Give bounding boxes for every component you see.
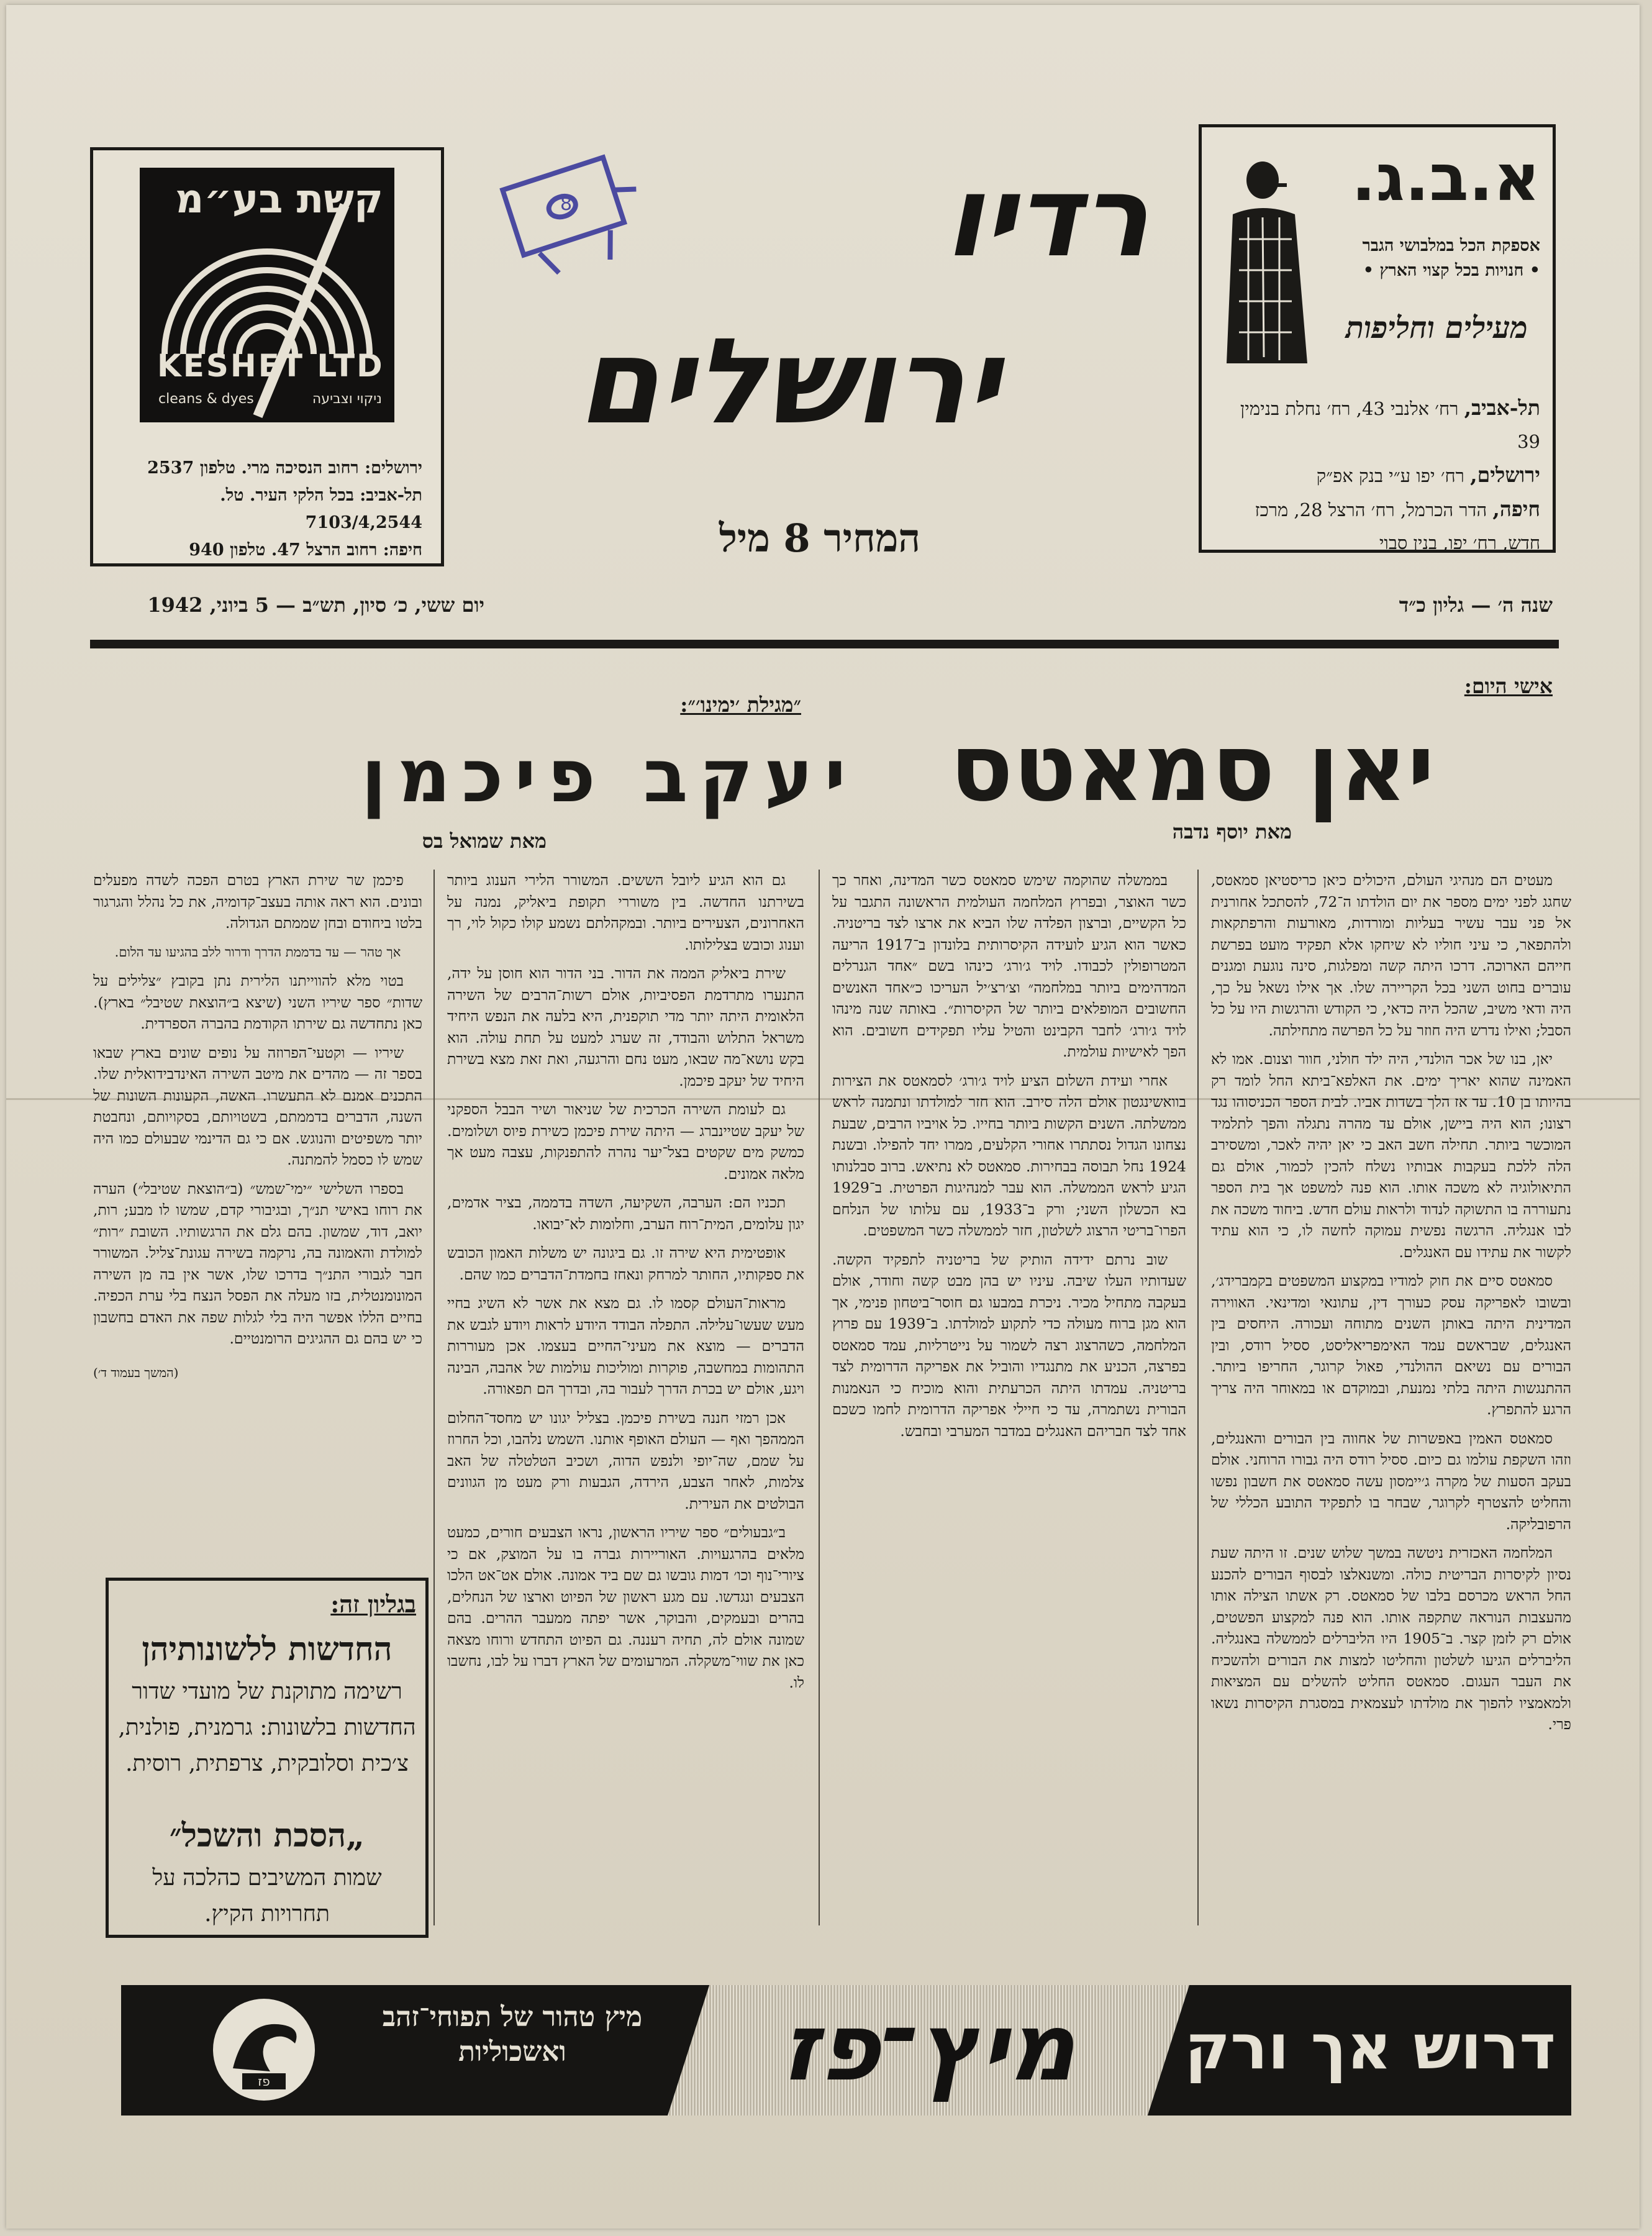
article1-byline: מאת יוסף נדבה (1172, 820, 1292, 843)
man-in-coat-illustration (1214, 158, 1320, 382)
article1-paragraph: המלחמה האכזרית ניטשה במשך שלוש שנים. זו היתה שעת נסיון לקיסרות הבריטית כולה. ומשנאלצו לבסוף הבורים להכנע החל הראש מכרסם בלבו של סמאטס. רק אשתו הצילה אותו מהעצבות הנוראה שתקפה אותו. הוא פנה למקצוע הפשטים, אולם רק לזמן קצר. ב־1905 היו הליברלים לממשלה באנגליה. הליברלים הגיעו לשלטון והחליטו למצות את הבורים ולהשכיח את העבר העגום. סמאטס החליט להשלים עם המציאות ולמאמציו להפוך את מולדתו לעצמאית במסגרת הקיסרות נשאו פרי. (1211, 1544, 1571, 1733)
article1-paragraph: אחרי ועידת השלום הציע לויד ג׳ורג׳ לסמאטס את הצירות בוואשינגטון אולם הלה סירב. הוא חזר למולדתו ונתמנה לראש ממשלתה. השנים הקשות ביותר בחייו. כל אויביו הרבים, שבעת נצחונו הגדול נסתתרו אחורי הקלעים, ממרו יחד להפילו. ובשנת 1924 נחל תבוסה בבחירות. סמאטס לא נתיאש. ברוב סבלנותו הגיע לראש הממשלה. הוא עבר למנהיגות הפרטית. ב־1929 בא הכשלון השני; ורק ב־1933, עם עלותו של הנלחם הפרו־בריטי הרצוג לשלטון, חזר לממשלה כשר המשפטים. (832, 1071, 1186, 1239)
abg-line1: אספקת הכל במלבושי הגבר (1362, 236, 1540, 255)
svg-text:פז: פז (258, 2074, 270, 2089)
keshet-tagline-he: ניקוי וצביעה (312, 391, 382, 407)
article1-paragraph: יאן, בנו של אכר הולנדי, היה ילד חולני, חוור וצנום. אמו לא האמינה שהוא יאריך ימים. את האלפא־ביתא החל לומד רק בהיותו בן 10. עד אז הלך בשדות אביו. לבית הספר הכניסוהו נגד רצונו; הוא היה ביישן, אולם עד מהרה נתגלה והפך לתלמיד המוכשר ביותר. תחילה חשב האב כי יאן יהיה לאכר, ומשסירב הלה ללכת בעקבות אבותיו נשלח להכין לכמור, אולם גם התיאולוגיה לא משכה אותו. הוא פנה למשפט אך בית הספר נתעוררה בו התשוקה לנדוד ולראות עולם חדש. ביחוד משכה את לבו אנגליה. הרגשה נפשית עמוקה לחשה לו, כי הוא עתיד לקשור את עתידו עם האנגלים. (1211, 1050, 1571, 1261)
postage-stamp-mark (491, 143, 646, 280)
abg-name: א.ב.ג. (1351, 140, 1540, 216)
column-divider (1197, 870, 1199, 1925)
abg-address-row: חיפה, הדר הכרמל, רח׳ הרצל 28, מרכז חדש, רח׳ יפו, בנין סבוי (1255, 497, 1540, 553)
masthead-title-line2: ירושלים (577, 313, 1001, 450)
article2-paragraph: שיריו — וקטעי־הפרוזה על נופים שונים בארץ שבאו בספר זה — מהדים את מיטב השירה האינדבידואלית שלו. התכנים אמנם לא התעשרו. האשה, הקעונות השונות של השנה, הדברים בדממתם, בשטויותם, בסקויותם, ונחבטת יותר משפיטים והנוגש. אם כי גם הדינמי שבעולם כמו היה שמש לו כסמל להמתנה. (93, 1043, 422, 1168)
masthead-title-line1: רדיו (945, 152, 1149, 282)
continuation-note: (המשך בעמוד ד׳) (93, 1365, 179, 1380)
in-this-issue-box (106, 1578, 429, 1938)
column-divider (819, 870, 820, 1925)
keshet-name-en: KESHET LTD (157, 348, 384, 384)
article1-column (832, 870, 1186, 1925)
article2-paragraph: שירת ביאליק הממה את הדור. בני הדור הוא חוסן על ידה, התנערו מתרדמת הפסיביות, אולם רשות־הרבים של השירה הלאומית היתה יותר מדי תוקפנית, היא בלעה את הנפש היחיד משראל התלוש והבודד, זה שערג למעט על תחת עולה. הוא בקש נושא־מה שבאו, מעט נחם והרגעה, ואת זאת מצא בשירת היחיד של יעקב פיכמן. (447, 965, 804, 1089)
keshet-address-line: חיפה: רחוב הרצל 47. טלפון 940 (189, 540, 422, 560)
article2-paragraph: אכן רמזי חננה בשירת פיכמן. בצליל יגונו יש מחסד־החלום הממהפך ואף — העולם האופף אותנו. השמש נלהבו, וכל החרוז על שמם, שה־יופי ולנפש הדוה, ושכיב הטלטלה של האב צלמות, לאחר הצבע, הירדה, הגבעות ורק מעט מן הגוונים הבולטים את העירית. (447, 1409, 804, 1512)
article1-paragraph: בממשלה שהוקמה שימש סמאטס כשר המדינה, ואחר כך כשר האוצר, ובפרוץ המלחמה העולמית הראשונה התגבר על כל הקשיים, וברצון הפלדה שלו הביא את ארצו לצד בריטניה. כאשר הוא הגיע לועידה הקיסרותית בלונדון ב־1917 הריעה המטרופולין לכבודו. לויד ג׳ורג׳ כינהו בשם ״אחד הגנרלים המדהימים ביותר במלחמה״ וצ׳רצ׳יל העריכו כ״אחד האנשים החשובים המופלאים ביותר של הקיסרות״. באותה שנה מינהו לויד ג׳ורג׳ לחבר הקבינט והטיל עליו תפקידים חשובים. הוא הפך לאישיות עולמית. (832, 871, 1186, 1060)
issue-item1-heading: החדשות ללשונותיהן (142, 1630, 393, 1668)
dateline-volume: שנה ה׳ — גליון כ״ד (1399, 593, 1553, 617)
keshet-address (106, 455, 422, 564)
article1-paragraph: מעטים הם מנהיגי העולם, היכולים כיאן כריסטיאן סמאטס, שחגג לפני ימים מספר את יום הולדתו ה־72, להסתכל אחורנית אל פני עבר עשיר בעליות ומורדות, מאורעות והרפתקאות ולהתפאר, כי עיני חוליו לא שיחקו אלא תפקיד מועט בפרשת חייהם הארוכה. דרכו היתה קשה ומפלגות, סינה נוגעת ומגנים עוברים בחוט השני בכל הקריירה שלו. אך אילו נשאל על כך, היה ודאי משיב, שהכל היה כדאי, כי הקודש והרגשות היו על כל הסבל; ואילו נדרש היה חוזר על כל הפרשה מתחילתה. (1211, 871, 1571, 1039)
price: המחיר 8 מיל (719, 516, 921, 561)
abg-addresses (1230, 391, 1540, 560)
keshet-name-he: קשת בע״מ (175, 176, 383, 222)
paz-bird-logo-icon (152, 1994, 376, 2106)
article2-paragraph: ב״גבעולים״ ספר שיריו הראשון, נראו הצבעים חורים, כמעט מלאים בהרגעויות. האוריירות גברה בו על המוצק, אם כי ציורי־נוף וכו׳ דמות גובשו גם שם ביד אמונה. אולם אט־אט הלכו הצבעים ונגדשו. עם מגע ראשון של הפיוט וארצו של הנחלים, בהרים ובעמקים, והבוקר, אשר יפתה ממעבר ההרים. בהם שמונה אולם לה, תחיה רעננה. גם הפיוט התחדש ורוחו מצאה כאן את שווי־משקלה. המרעומים של הארץ דברו על לבו, נחשבו לו. (447, 1524, 804, 1691)
article2-column (447, 870, 804, 1925)
masthead-rule (90, 640, 1559, 648)
ad-abg (1199, 124, 1556, 553)
article2-label: ״מגילת ׳ימינו׳״: (680, 693, 801, 717)
ad-keshet (90, 147, 444, 566)
ad-banner-mitz-paz (121, 1985, 1571, 2116)
article1-paragraph: סמאטס סיים את חוק למודיו במקצוע המשפטים בקמברידג׳, ובשובו לאפריקה עסק כעורך דין, עתונאי ומדינאי. האווירה המדינית היתה באותן השנים מתוחה ועכורה. היחסים בין האנגלים, שבראשם עמד האימפריאליסט, ססיל רודס, ובין הבורים עם נשיאם ההולנדי, פאול קרוגר, החריפו ביותר. ההתנגשות היתה בלתי נמנעת, ובמוקדם או במאוחר היה צריך הרגע להתפרץ. (1211, 1272, 1571, 1418)
issue-item2-heading: „הסכת והשכל״ (169, 1817, 365, 1855)
issue-item2-text: שמות המשיבים כהלכה על תחרויות הקיץ. (152, 1865, 382, 1927)
article2-paragraph: בטוי מלא להווייתנו הלירית נתן בקובץ ״צלילים על שדות״ ספר שיריו השני (שיצא ב״הוצאת שטיבל״ בארץ). כאן נתחדשה גם שירתו הקודמת בהברה הספרדית. (93, 972, 422, 1032)
article2-headline: יעקב פיכמן (361, 733, 857, 819)
keshet-logo (140, 168, 394, 422)
keshet-address-line: ירושלים: רחוב הנסיכה מרי. טלפון 2537 (147, 458, 422, 478)
issue-item1-text: רשימה מתוקנת של מועדי שדור החדשות בלשונות: גרמנית, פולנית, צ׳כית וסלובקית, צרפתית, רוסית. (118, 1679, 416, 1776)
article2-verse: אך טהר — עד בדממת הדרך ודרור ללב בהגיעו עד הלום. (114, 944, 401, 960)
keshet-tagline-en: cleans & dyes (158, 391, 254, 407)
banner-left-text: מיץ טהור של תפוחי־זהב ואשכוליות (382, 2001, 643, 2068)
article2-byline: מאת שמואל בס (422, 829, 547, 853)
article2-paragraph: בספרו השלישי ״ימי־שמש״ (ב״הוצאת שטיבל״) הערה את רוחו באישי תנ״ך, ובגיבורי קדם, שמשו לו מבע; רות, יואב, דוד, שמשון. בהם גלם את הרגשותיו. השובת ״רות״ למולדת והאמונה בה, נרקמה בשירה עגונת־צליל. המשורר חבר לגבורי התנ״ך בדרכו שלו, אשר אין בה מן השירה המונומנטלית, בזו מעלה את הפסל הנצח בלי ערת הכפיה. בחיים הללו אפשר היה בלי לגלות שפה את האדם בחשבון כי יש בהם גם ההגיגים הרומנטיים. (93, 1179, 422, 1347)
dateline-date: יום ששי, כ׳ סיון, תש״ב — 5 ביוני, 1942 (147, 593, 484, 617)
article2-paragraph: גם לעומת השירה הכרכית של שניאור ושיר הבבל הספקני של יעקב שטיינברג — היתה שירת פיכמן כשירת פיוס ושלומים. כמשק מים שקטים בצל־יער נהרה להתפנקות, עצבה מעט אך מלאה אמונים. (447, 1101, 804, 1183)
article2-column (93, 870, 422, 1562)
abg-line2: • חנויות בכל קצוי הארץ • (1363, 261, 1540, 280)
svg-text:8: 8 (560, 193, 573, 215)
article1-label: אישי היום: (1464, 674, 1553, 698)
in-this-issue-title: בגליון זה: (330, 1590, 416, 1618)
banner-brand: מיץ־פז (781, 1994, 1076, 2102)
article1-paragraph: סמאטס האמין באפשרות של אחווה בין הבורים והאנגלים, וזהו השקפת עולמו גם כיום. ססיל רודס היה גבורו הרוחני. אולם בעקב הסעות של מקרה ג׳יימסון עשה סמאטס את חשבון נפשו והחליט להצטרף לקרוגר, שבחר בו לתפקיד התובע הכללי של הרפובליקה. (1211, 1429, 1571, 1533)
abg-address-row: תל-אביב, רח׳ אלנבי 43, רח׳ נחלת בנימין 39 (1240, 396, 1540, 452)
banner-right-text: דרוש אך ורק (1184, 2011, 1556, 2083)
article2-paragraph: מראות־העולם קסמו לו. גם מצא את אשר לא השיג בחיי מעש שעשו־עלילה. התפלה הבודד היודע לראות ויודע לגבש את הדברים — מוצא את מעיני־החיים בעצמו. אכן מעוררות התהומות במחשבה, פוקרות ומוליכות עולמות של אהבה, הבינה ויגע, אולם יש בכרת הדרך לעבור בה, ובדרך הם תפאורה. (447, 1294, 804, 1397)
abg-script: מעילים וחליפות (1345, 311, 1528, 345)
column-divider (433, 870, 435, 1925)
article2-paragraph: תכניו הם: הערבה, השקיעה, השדה בדממה, בציר אדמים, יגון עלומים, המית־רוח הערב, וחלומות לא־יבואו. (447, 1194, 804, 1233)
abg-address-row: ירושלים, רח׳ יפו ע״י בנק אפ״ק (1316, 463, 1540, 487)
keshet-address-line: תל-אביב: בכל הלקי העיר. טל. 7103/4,2544 (220, 486, 422, 532)
article2-paragraph: פיכמן שר שירת הארץ בטרם הפכה לשדה מפעלים ובונים. הוא ראה אותה בעצב־קדומיה, את כל נהלל והגרגור בלטו ביחודם ובחן שממתם הגדולה. (93, 871, 422, 932)
article2-paragraph: אופטימית היא שירה זו. גם ביגונה יש משלות האמון הכובש את ספקותיו, החותר למרחק ונאחז בחמדת־הדברים כמו שהם. (447, 1244, 804, 1283)
article2-paragraph: גם הוא הגיע ליובל הששים. המשורר הלירי הענוג ביותר בשירתנו החדשה. בין משוררי תקופת ביאליק, נמנה על האחרונים, הצעירים ביותר. ובמקהלתם נשמע קולו כקול לוי, רך וענוג וכובש בצלילותו. (447, 871, 804, 953)
article1-paragraph: שוב נרתם ידידה הותיק של בריטניה לתפקיד הקשה. שעדותיו העלו שיבה. עיניו יש בהן מבט קשה וחודר, אולם בעקבה מתחיל מכיר. ניכרת במבעו גם חוסר־ביטחון פנימי, אך הוא מגן ברוח מעולה כדי לתקוע למולדתו. ב־1939 עם פרוץ המלחמה, כשהרצוג רצה לשמור על נייטרליות, עמד סמאטס בפרצה, הכניע את מתנגדיו והוביל את אפריקה הדרומית לצד בריטניה. עמדתו היתה הכרעתית והוא מוכיח כי הנאמנות הבורית נשתמרה, עד כי חיילי אפריקה הדרומית לחמו כשכם אחד לצד חבריהם האנגלים במדבר המערבי ובחבש. (832, 1250, 1186, 1440)
article1-column (1211, 870, 1571, 1925)
article1-headline: יאן סמאטס (950, 714, 1435, 822)
